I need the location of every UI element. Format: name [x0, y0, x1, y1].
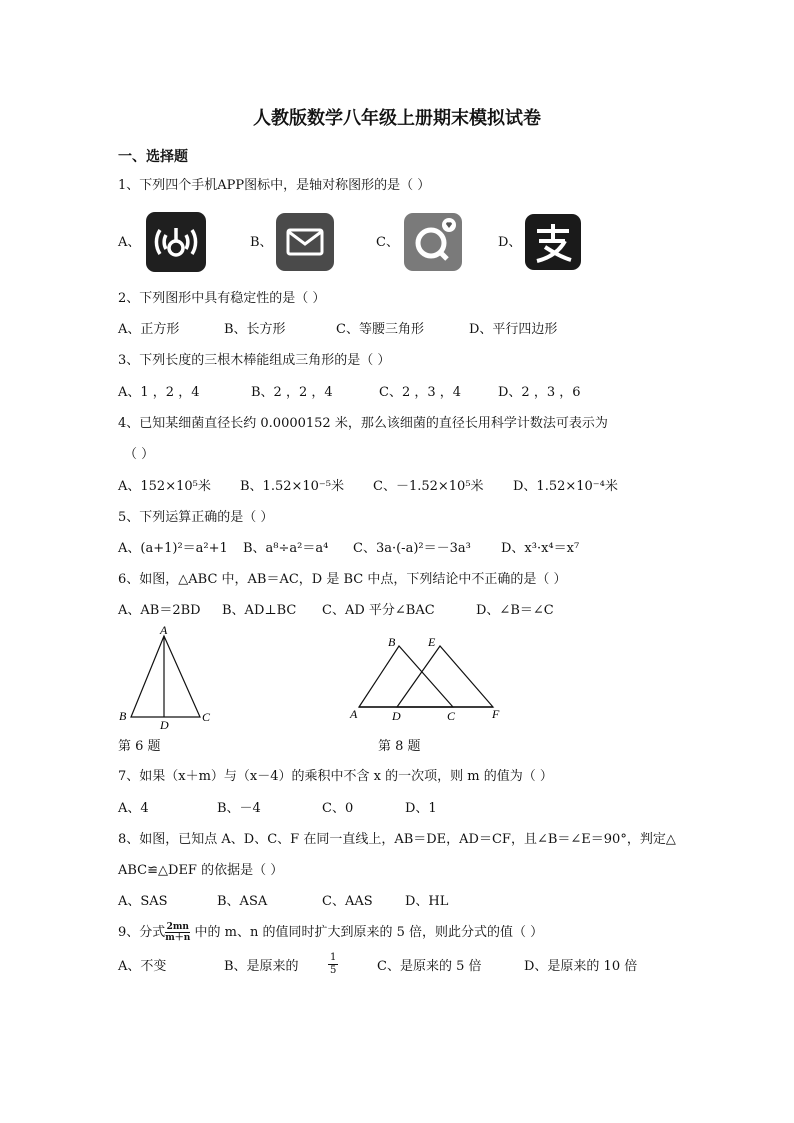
fig6-label-d: D — [160, 718, 169, 732]
fig6-label-a: A — [160, 623, 168, 637]
q7-option-a: A、4 — [118, 801, 149, 816]
fig6-caption: 第 6 题 — [118, 739, 161, 754]
fig8-label-a: A — [350, 707, 358, 721]
q9-option-a: A、不变 — [118, 959, 167, 974]
wifi-key-icon — [146, 212, 206, 272]
fig8-label-d: D — [392, 709, 401, 723]
q4-option-d: D、1.52×10⁻⁴米 — [513, 479, 618, 494]
q1-option-d: D、 — [498, 235, 522, 250]
q5-stem: 5、下列运算正确的是（ ） — [118, 510, 274, 525]
q4-option-a: A、152×10⁵米 — [118, 479, 211, 494]
fig6-label-c: C — [202, 710, 211, 724]
q5-option-b: B、a⁸÷a²＝a⁴ — [243, 541, 329, 556]
q3-option-a: A、1 ，2 ，4 — [118, 385, 200, 400]
q2-option-c: C、等腰三角形 — [336, 322, 424, 337]
q9-b-denominator: 5 — [330, 965, 337, 976]
fig8-label-c: C — [447, 709, 456, 723]
q2-option-a: A、正方形 — [118, 322, 180, 337]
q9-fraction — [165, 922, 190, 943]
q3-option-c: C、2 ，3 ，4 — [379, 385, 462, 400]
q7-option-c: C、0 — [322, 801, 354, 816]
q9-option-d: D、是原来的 10 倍 — [524, 959, 638, 974]
q6-option-b: B、AD⊥BC — [222, 603, 297, 618]
q9-stem — [118, 922, 543, 943]
fig8-caption: 第 8 题 — [378, 739, 421, 754]
q6-option-d: D、∠B＝∠C — [476, 603, 554, 618]
q1-option-c: C、 — [376, 235, 399, 250]
q8-option-a: A、SAS — [118, 894, 168, 909]
alipay-icon — [525, 214, 581, 270]
q1-option-b: B、 — [250, 235, 273, 250]
q6-option-a: A、AB＝2BD — [118, 603, 201, 618]
q9-option-b: B、是原来的 — [224, 959, 299, 974]
q7-option-b: B、－4 — [217, 801, 261, 816]
q6-option-c: C、AD 平分∠BAC — [322, 603, 435, 618]
q9-frac-denominator: m＋n — [165, 933, 191, 943]
fig8-label-f: F — [492, 707, 500, 721]
fig8-label-e: E — [428, 635, 436, 649]
q8-stem-cont: ABC≌△DEF 的依据是（ ） — [118, 863, 284, 878]
q9-b-numerator: 1 — [330, 952, 337, 963]
q5-option-a: A、(a+1)²＝a²+1 — [118, 541, 228, 556]
figure-8 — [345, 632, 515, 727]
q1-stem: 1、下列四个手机APP图标中，是轴对称图形的是（ ） — [118, 178, 431, 193]
fig8-label-b: B — [388, 635, 396, 649]
q7-stem: 7、如果（x＋m）与（x－4）的乘积中不含 x 的一次项，则 m 的值为（ ） — [118, 769, 553, 784]
q9-stem-suffix: 中的 m、n 的值同时扩大到原来的 5 倍，则此分式的值（ ） — [194, 925, 544, 940]
q8-option-b: B、ASA — [217, 894, 268, 909]
q2-option-d: D、平行四边形 — [469, 322, 558, 337]
q4-stem-bracket: （ ） — [124, 447, 155, 462]
q3-stem: 3、下列长度的三根木棒能组成三角形的是（ ） — [118, 353, 391, 368]
q5-option-c: C、3a·(-a)²＝－3a³ — [353, 541, 471, 556]
q8-stem: 8、如图，已知点 A、D、C、F 在同一直线上，AB＝DE，AD＝CF，且∠B＝∠E＝90°，判定△ — [118, 832, 676, 847]
figure-6 — [112, 622, 222, 732]
q4-option-c: C、－1.52×10⁵米 — [373, 479, 484, 494]
mail-icon — [276, 213, 334, 271]
q3-option-d: D、2 ，3 ，6 — [498, 385, 581, 400]
q5-option-d: D、x³·x⁴＝x⁷ — [501, 541, 580, 556]
q2-option-b: B、长方形 — [224, 322, 286, 337]
q9-frac-numerator: 2mn — [166, 922, 189, 932]
q2-stem: 2、下列图形中具有稳定性的是（ ） — [118, 291, 326, 306]
q1-option-a: A、 — [118, 235, 141, 250]
q7-option-d: D、1 — [405, 801, 437, 816]
section-heading: 一、选择题 — [118, 149, 188, 165]
q6-stem: 6、如图，△ABC 中，AB＝AC，D 是 BC 中点，下列结论中不正确的是（ ） — [118, 572, 567, 587]
q8-option-c: C、AAS — [322, 894, 373, 909]
q3-option-b: B、2 ，2 ，4 — [251, 385, 333, 400]
q9-stem-prefix: 9、分式 — [118, 925, 166, 940]
q9-option-b-fraction — [328, 952, 338, 977]
q9-option-c: C、是原来的 5 倍 — [377, 959, 482, 974]
q4-option-b: B、1.52×10⁻⁵米 — [240, 479, 345, 494]
q4-stem: 4、已知某细菌直径长约 0.0000152 米，那么该细菌的直径长用科学计数法可表示为 — [118, 416, 608, 431]
fig6-label-b: B — [119, 709, 127, 723]
q8-option-d: D、HL — [405, 894, 449, 909]
page-title: 人教版数学八年级上册期末模拟试卷 — [253, 108, 541, 129]
q-search-icon — [404, 213, 462, 271]
